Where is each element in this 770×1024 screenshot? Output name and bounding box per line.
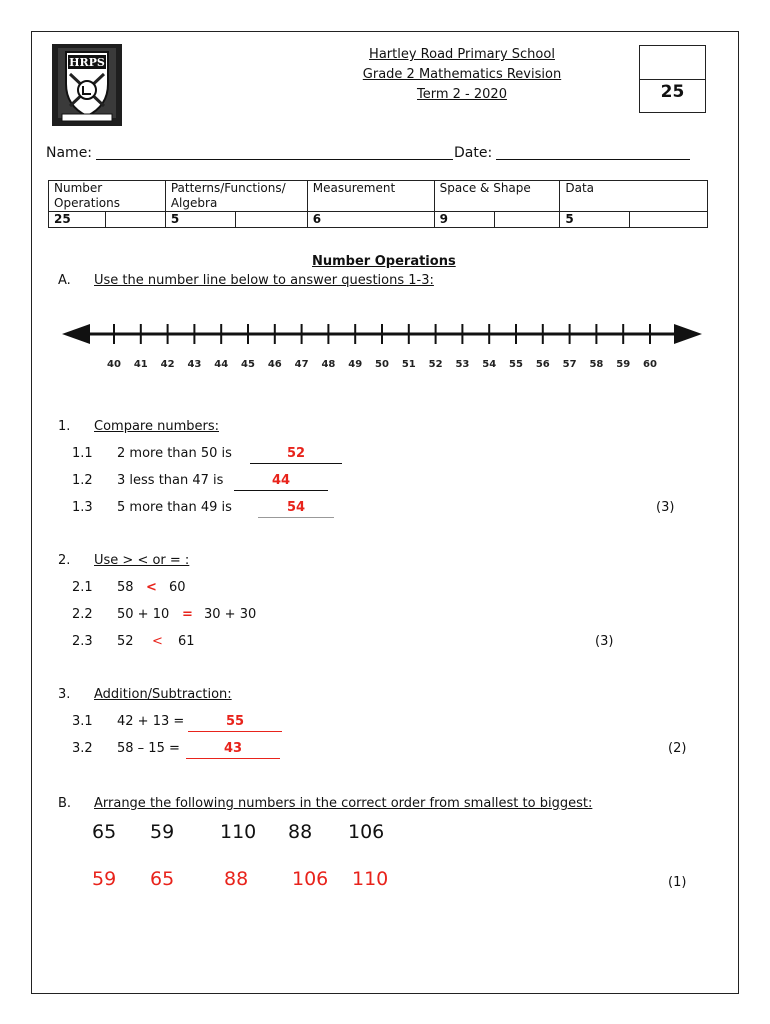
- right-arrow-icon: [674, 324, 702, 344]
- number-line-graphic: [62, 322, 702, 372]
- q2-number: 2.: [58, 553, 71, 568]
- marks-table: [48, 180, 708, 228]
- answer-number[interactable]: 88: [224, 868, 249, 890]
- number-line-label: 41: [133, 359, 148, 370]
- marks-total: 5: [165, 212, 235, 228]
- q2-3-id: 2.3: [72, 634, 93, 649]
- q2-1-id: 2.1: [72, 580, 93, 595]
- marks-total: 5: [560, 212, 630, 228]
- number-line-label: 49: [348, 359, 363, 370]
- part-a-instruction: Use the number line below to answer questions 1-3:: [94, 273, 434, 288]
- date-field[interactable]: [496, 159, 690, 160]
- date-label: Date:: [454, 145, 493, 161]
- q2-2-sign[interactable]: =: [182, 607, 193, 622]
- part-a-prefix: A.: [58, 273, 71, 288]
- svg-text:HRPS: HRPS: [69, 56, 105, 69]
- q1-1-id: 1.1: [72, 446, 93, 461]
- number-line-label: 58: [589, 359, 604, 370]
- q2-1-left: 58: [117, 580, 134, 595]
- q3-1-id: 3.1: [72, 714, 93, 729]
- q1-number: 1.: [58, 419, 71, 434]
- marks-total: 6: [307, 212, 434, 228]
- number-line-label: 44: [214, 359, 229, 370]
- worksheet-subject: Grade 2 Mathematics Revision: [362, 67, 562, 82]
- marks-total: 25: [49, 212, 106, 228]
- q2-3-right: 61: [178, 634, 195, 649]
- q1-marks: (3): [656, 500, 675, 515]
- number-line-label: 43: [187, 359, 202, 370]
- marks-header: Measurement: [307, 181, 434, 212]
- number-line-label: 53: [455, 359, 470, 370]
- q3-title: Addition/Subtraction:: [94, 687, 232, 702]
- name-label: Name:: [46, 145, 93, 161]
- q2-marks: (3): [595, 634, 614, 649]
- q3-1-answer[interactable]: 55: [188, 713, 282, 732]
- number-line: [62, 322, 702, 372]
- q1-2-text: 3 less than 47 is: [117, 473, 224, 488]
- answer-number[interactable]: 59: [92, 868, 117, 890]
- number-line-label: 54: [482, 359, 497, 370]
- number-line-label: 45: [241, 359, 255, 370]
- answer-number[interactable]: 106: [292, 868, 329, 890]
- given-number: 88: [288, 821, 313, 843]
- marks-header: Patterns/Functions/ Algebra: [165, 181, 307, 212]
- q2-title: Use > < or = :: [94, 553, 190, 568]
- q1-1-answer[interactable]: 52: [250, 445, 342, 464]
- given-number: 59: [150, 821, 175, 843]
- school-logo: [52, 44, 122, 126]
- number-line-label: 40: [107, 359, 121, 370]
- marks-score-cell[interactable]: [105, 212, 165, 228]
- number-line-label: 59: [616, 359, 631, 370]
- number-line-label: 55: [509, 359, 523, 370]
- q3-2-answer[interactable]: 43: [186, 740, 280, 759]
- marks-score-cell[interactable]: [494, 212, 560, 228]
- number-line-label: 51: [401, 359, 416, 370]
- marks-score-cell[interactable]: [630, 212, 708, 228]
- left-arrow-icon: [62, 324, 90, 344]
- school-name: Hartley Road Primary School: [369, 47, 555, 62]
- number-line-label: 46: [267, 359, 282, 370]
- q1-2-id: 1.2: [72, 473, 93, 488]
- number-line-label: 57: [562, 359, 577, 370]
- marks-total: 9: [434, 212, 494, 228]
- given-number: 106: [348, 821, 385, 843]
- q1-title: Compare numbers:: [94, 419, 219, 434]
- q1-3-text: 5 more than 49 is: [117, 500, 232, 515]
- answer-number[interactable]: 65: [150, 868, 175, 890]
- marks-header: Space & Shape: [434, 181, 560, 212]
- q3-number: 3.: [58, 687, 71, 702]
- marks-header: Number Operations: [49, 181, 166, 212]
- part-b-prefix: B.: [58, 796, 72, 811]
- q2-2-right: 30 + 30: [204, 607, 257, 622]
- given-number: 110: [220, 821, 257, 843]
- worksheet-page: [31, 31, 739, 994]
- q2-2-left: 50 + 10: [117, 607, 170, 622]
- number-line-label: 48: [321, 359, 336, 370]
- q1-3-answer[interactable]: 54: [258, 499, 334, 518]
- section-title: Number Operations: [312, 254, 456, 269]
- number-line-label: 42: [160, 359, 175, 370]
- q2-1-sign[interactable]: <: [146, 580, 157, 595]
- q2-3-sign[interactable]: <: [152, 634, 163, 649]
- part-b-instruction: Arrange the following numbers in the correct order from smallest to biggest:: [94, 796, 593, 811]
- q3-2-id: 3.2: [72, 741, 93, 756]
- number-line-label: 56: [535, 359, 550, 370]
- name-field[interactable]: [96, 159, 453, 160]
- number-line-label: 52: [428, 359, 443, 370]
- q2-3-left: 52: [117, 634, 134, 649]
- q1-3-id: 1.3: [72, 500, 93, 515]
- given-number: 65: [92, 821, 117, 843]
- q1-2-answer[interactable]: 44: [234, 472, 328, 491]
- q3-1-text: 42 + 13 =: [117, 714, 185, 729]
- marks-score-cell[interactable]: [235, 212, 307, 228]
- q3-marks: (2): [668, 741, 687, 756]
- number-line-label: 47: [294, 359, 309, 370]
- number-line-label: 50: [375, 359, 389, 370]
- q1-1-text: 2 more than 50 is: [117, 446, 232, 461]
- total-score-box: [639, 45, 706, 113]
- answer-number[interactable]: 110: [352, 868, 389, 890]
- q2-2-id: 2.2: [72, 607, 93, 622]
- part-b-marks: (1): [668, 875, 687, 890]
- marks-header: Data: [560, 181, 708, 212]
- q2-1-right: 60: [169, 580, 186, 595]
- worksheet-term: Term 2 - 2020: [417, 87, 507, 102]
- q3-2-text: 58 – 15 =: [117, 741, 180, 756]
- total-score: 25: [660, 82, 685, 102]
- number-line-label: 60: [643, 359, 657, 370]
